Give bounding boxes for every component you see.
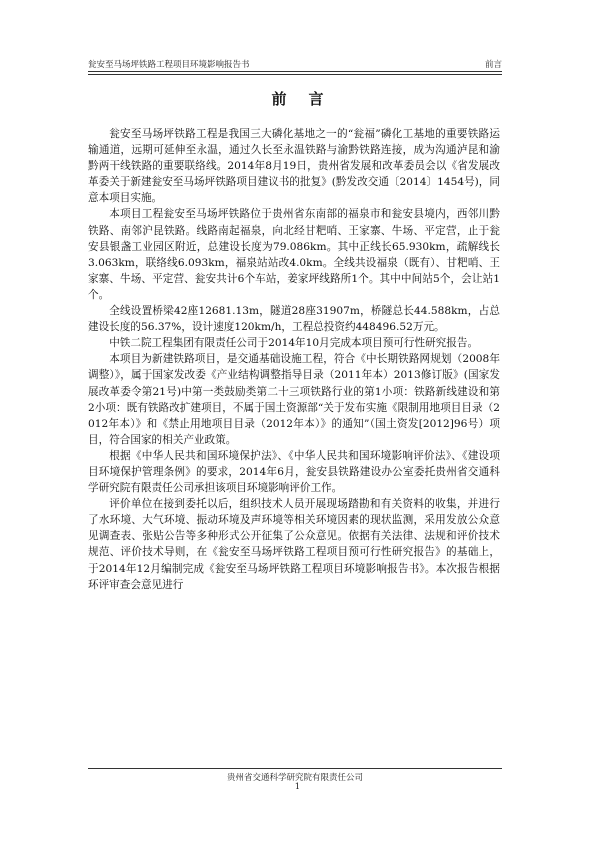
paragraph: 本项目为新建铁路项目，是交通基础设施工程，符合《中长期铁路网规划（2008年调整）》，属于国家发改委《产业结构调整指导目录（2011年本）2013修订版》(国家发展改革委令第21号)中第一类鼓励类第二十三项铁路行业的第1小项：铁路新线建设和第2小项：既有铁路改扩建项目，不属于国土资源部“关于发布实施《限制用地项目目录（2012年本）》和《禁止用地项目目录（2012年本）》的通知”（国土资发[2012]96号）项目，符合国家的相关产业政策。 — [88, 353, 500, 446]
paragraph: 评价单位在接到委托以后，组织技术人员开展现场踏勘和有关资料的收集，并进行了水环境、大气环境、振动环境及声环境等相关环境因素的现状监测，采用发放公众意见调查表、张贴公告等多种形式公开征集了公众意见。依据有关法律、法规和评价技术规范、评价技术导则，在《瓮安至马场坪铁路工程项目预可行性研究报告》的基础上，于2014年12月编制完成《瓮安至马场坪铁路工程项目环境影响报告书》。本次报告根据环评审查会意见进行 — [88, 498, 500, 591]
paragraph: 中铁二院工程集团有限责任公司于2014年10月完成本项目预可行性研究报告。 — [109, 337, 479, 350]
paragraph: 根据《中华人民共和国环境保护法》、《中华人民共和国环境影响评价法》、《建设项目环境保护管理条例》的要求，2014年6月，瓮安县铁路建设办公室委托贵州省交通科学研究院有限责任公司承担该项目环境影响评价工作。 — [88, 449, 500, 495]
paragraph: 瓮安至马场坪铁路工程是我国三大磷化基地之一的“瓮福”磷化工基地的重要铁路运输通道，远期可延伸至永温，通过久长至永温铁路与渝黔铁路连接，成为沟通泸昆和渝黔两干线铁路的重要联络线。2014年8月19日，贵州省发展和改革委员会以《省发展改革委关于新建瓮安至马场坪铁路项目建议书的批复》(黔发改交通〔2014〕1454号)，同意本项目实施。 — [88, 128, 500, 205]
page-footer — [88, 768, 502, 783]
page-header — [88, 55, 502, 72]
footer-organization: 贵州省交通科学研究院有限责任公司 — [226, 773, 363, 783]
paragraph: 全线设置桥梁42座12681.13m，隧道28座31907m，桥隧总长44.588km，占总建设长度的56.37%，设计速度120km/h，工程总投资约448496.52万元。 — [88, 305, 500, 334]
body-text — [88, 126, 500, 593]
page-number: 1 — [294, 782, 301, 792]
header-document-title: 瓮安至马场坪铁路工程项目环境影响报告书 — [88, 59, 250, 70]
header-section-name: 前言 — [484, 59, 502, 70]
header-divider — [88, 74, 502, 75]
page-title: 前言 — [271, 90, 346, 108]
paragraph: 本项目工程瓮安至马场坪铁路位于贵州省东南部的福泉市和瓮安县境内，西邻川黔铁路、南邻沪昆铁路。线路南起福泉，向北经甘粑哨、王家寨、牛场、平定营，止于瓮安县银盏工业园区附近，总建设长度为79.086km。其中正线长65.930km，疏解线长3.063km，联络线6.093km，福泉站站改4.0km。全线共设福泉（既有）、甘粑哨、王家寨、牛场、平定营、瓮安共计6个车站，姜家坪线路所1个。其中中间站5个，会让站1个。 — [88, 208, 500, 301]
